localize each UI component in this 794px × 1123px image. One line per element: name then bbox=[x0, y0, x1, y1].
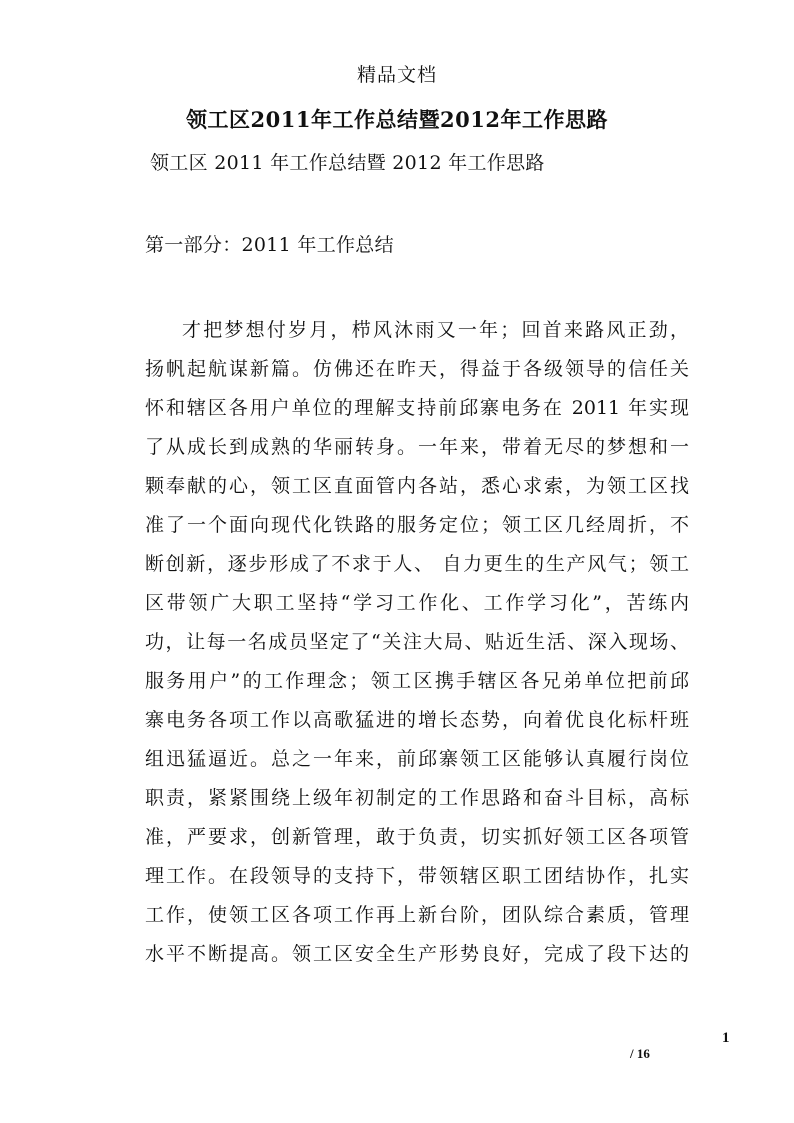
paragraph-line: 理工作。在段领导的支持下，带领辖区职工团结协作，扎实 bbox=[145, 865, 689, 887]
paragraph-line: 准了一个面向现代化铁路的服务定位；领工区几经周折，不 bbox=[145, 514, 689, 536]
paragraph-line: 扬帆起航谋新篇。仿佛还在昨天，得益于各级领导的信任关 bbox=[145, 358, 689, 380]
section-heading: 第一部分：2011 年工作总结 bbox=[145, 234, 394, 256]
paragraph-line: 才把梦想付岁月，栉风沐雨又一年；回首来路风正劲， bbox=[182, 319, 689, 341]
page-number: 1 bbox=[722, 1030, 730, 1046]
paragraph-line: 了从成长到成熟的华丽转身。一年来，带着无尽的梦想和一 bbox=[145, 436, 689, 458]
page-total: / 16 bbox=[630, 1046, 650, 1061]
paragraph-line: 水平不断提高。领工区安全生产形势良好，完成了段下达的 bbox=[145, 943, 689, 965]
document-subtitle: 领工区 2011 年工作总结暨 2012 年工作思路 bbox=[150, 152, 545, 174]
paragraph-line: 职责，紧紧围绕上级年初制定的工作思路和奋斗目标，高标 bbox=[145, 787, 689, 809]
paragraph-line: 准，严要求，创新管理，敢于负责，切实抓好领工区各项管 bbox=[145, 826, 689, 848]
paragraph-line: 区带领广大职工坚持“学习工作化、工作学习化”，苦练内 bbox=[145, 592, 689, 614]
body-paragraph bbox=[145, 311, 689, 974]
paragraph-line: 服务用户”的工作理念；领工区携手辖区各兄弟单位把前邱 bbox=[145, 670, 689, 692]
paragraph-line: 功，让每一名成员坚定了“关注大局、贴近生活、深入现场、 bbox=[145, 631, 689, 653]
paragraph-line: 组迅猛逼近。总之一年来，前邱寨领工区能够认真履行岗位 bbox=[145, 748, 689, 770]
page-header: 精品文档 bbox=[356, 64, 437, 86]
document-title: 领工区2011年工作总结暨2012年工作思路 bbox=[186, 107, 608, 132]
paragraph-line: 怀和辖区各用户单位的理解支持前邱寨电务在 2011 年实现 bbox=[145, 397, 689, 419]
paragraph-line: 寨电务各项工作以高歌猛进的增长态势，向着优良化标杆班 bbox=[145, 709, 689, 731]
paragraph-line: 断创新，逐步形成了不求于人、 自力更生的生产风气；领工 bbox=[145, 553, 689, 575]
paragraph-line: 工作，使领工区各项工作再上新台阶，团队综合素质，管理 bbox=[145, 904, 689, 926]
paragraph-line: 颗奉献的心，领工区直面管内各站，悉心求索，为领工区找 bbox=[145, 475, 689, 497]
